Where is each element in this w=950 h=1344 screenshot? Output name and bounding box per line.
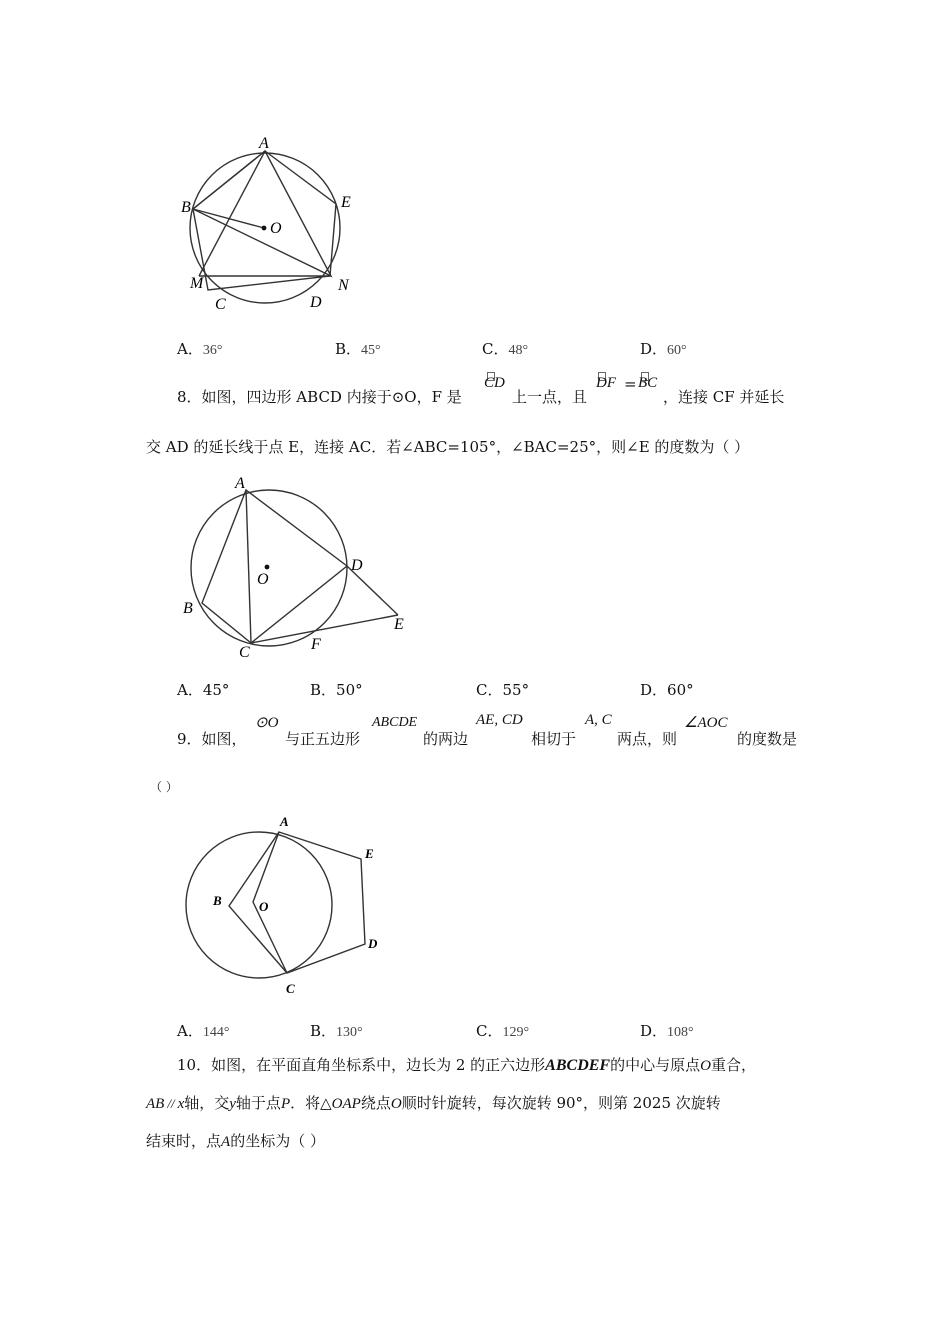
fig8-label-f: F	[311, 636, 321, 653]
q8-text-1: 8．如图，四边形 ABCD 内接于⊙O，F 是	[177, 388, 462, 406]
fig7-triangle	[193, 151, 331, 276]
q7-option-b[interactable]: B．45°	[335, 340, 381, 358]
q9-text-6: 的度数是	[737, 730, 798, 748]
fig8-label-a: A	[235, 475, 245, 492]
fig9-label-o: O	[259, 899, 269, 914]
q9-text-5: 两点，则	[617, 730, 678, 748]
q8-stem-line2: 交 AD 的延长线于点 E，连接 AC．若∠ABC=105°，∠BAC=25°，则∠E 的度数为（ ）	[146, 438, 750, 456]
q9-option-d[interactable]: D．108°	[640, 1022, 694, 1040]
q8-equals: =	[624, 375, 637, 393]
q9-answer-paren: （ ）	[150, 780, 178, 794]
q7-option-c[interactable]: C．48°	[482, 340, 529, 358]
fig8-label-o: O	[257, 571, 269, 588]
q8-arc-bc: BC	[638, 375, 658, 391]
q8-arc-df: DF	[596, 375, 616, 391]
q7-option-d[interactable]: D．60°	[640, 340, 687, 358]
fig9-pentagon	[229, 832, 365, 973]
fig8-quadrilateral	[202, 490, 347, 643]
fig7-center-dot	[262, 226, 267, 231]
fig7-label-e: E	[341, 194, 351, 211]
q8-text-2: 上一点，且	[512, 388, 588, 406]
q10-stem-line1: 10．如图，在平面直角坐标系中，边长为 2 的正六边形ABCDEF的中心与原点O重合，	[177, 1056, 756, 1074]
fig7-label-n: N	[338, 277, 349, 294]
fig7-label-m: M	[190, 275, 204, 292]
q9-circle-o: ⊙O	[255, 715, 279, 731]
q9-text-3: 的两边	[423, 730, 469, 748]
q10-hexagon-name: ABCDEF	[545, 1057, 611, 1074]
figure-q9	[180, 810, 390, 1000]
q9-angle-aoc: ∠AOC	[684, 715, 728, 731]
q7-option-a[interactable]: A．36°	[177, 340, 223, 358]
q8-option-c[interactable]: C．55°	[476, 681, 530, 699]
fig8-center-dot	[265, 565, 270, 570]
fig7-label-o: O	[270, 220, 282, 237]
fig8-label-d: D	[351, 557, 363, 574]
q9-text-2: 与正五边形	[285, 730, 361, 748]
q9-text-4: 相切于	[531, 730, 577, 748]
q8-option-d[interactable]: D．60°	[640, 681, 694, 699]
fig8-line-ce	[251, 615, 398, 643]
fig8-line-ac	[246, 490, 251, 643]
q10-stem-line3: 结束时，点A的坐标为（ ）	[146, 1132, 325, 1150]
q9-option-a[interactable]: A．144°	[177, 1022, 230, 1040]
q9-points: A, C	[585, 712, 612, 728]
q8-option-b[interactable]: B．50°	[310, 681, 363, 699]
q8-text-3: ，连接 CF 并延长	[663, 388, 785, 406]
fig7-line-bo	[193, 209, 264, 228]
fig9-label-b: B	[213, 893, 222, 908]
q8-option-a[interactable]: A．45°	[177, 681, 230, 699]
q9-option-b[interactable]: B．130°	[310, 1022, 363, 1040]
q10-stem-line2: AB // x轴，交y轴于点P．将△OAP绕点O顺时针旋转，每次旋转 90°，则第 2025 次旋转	[146, 1094, 721, 1112]
fig9-label-a: A	[280, 814, 289, 829]
fig8-label-b: B	[183, 600, 193, 617]
fig7-label-a: A	[259, 135, 269, 152]
fig8-label-e: E	[394, 616, 404, 633]
fig9-label-e: E	[365, 846, 374, 861]
figure-q7	[170, 130, 370, 315]
fig7-label-d: D	[310, 294, 322, 311]
q9-option-c[interactable]: C．129°	[476, 1022, 530, 1040]
q9-sides: AE, CD	[476, 712, 523, 728]
fig8-label-c: C	[239, 644, 250, 660]
fig7-label-b: B	[181, 199, 191, 216]
q9-text-1: 9．如图，	[177, 730, 247, 748]
figure-q8	[175, 470, 415, 660]
fig7-label-c: C	[215, 296, 226, 313]
fig9-label-c: C	[286, 981, 295, 996]
q8-arc-cd: CD	[484, 375, 505, 391]
q9-pentagon-name: ABCDE	[372, 715, 418, 730]
fig9-label-d: D	[368, 936, 378, 951]
